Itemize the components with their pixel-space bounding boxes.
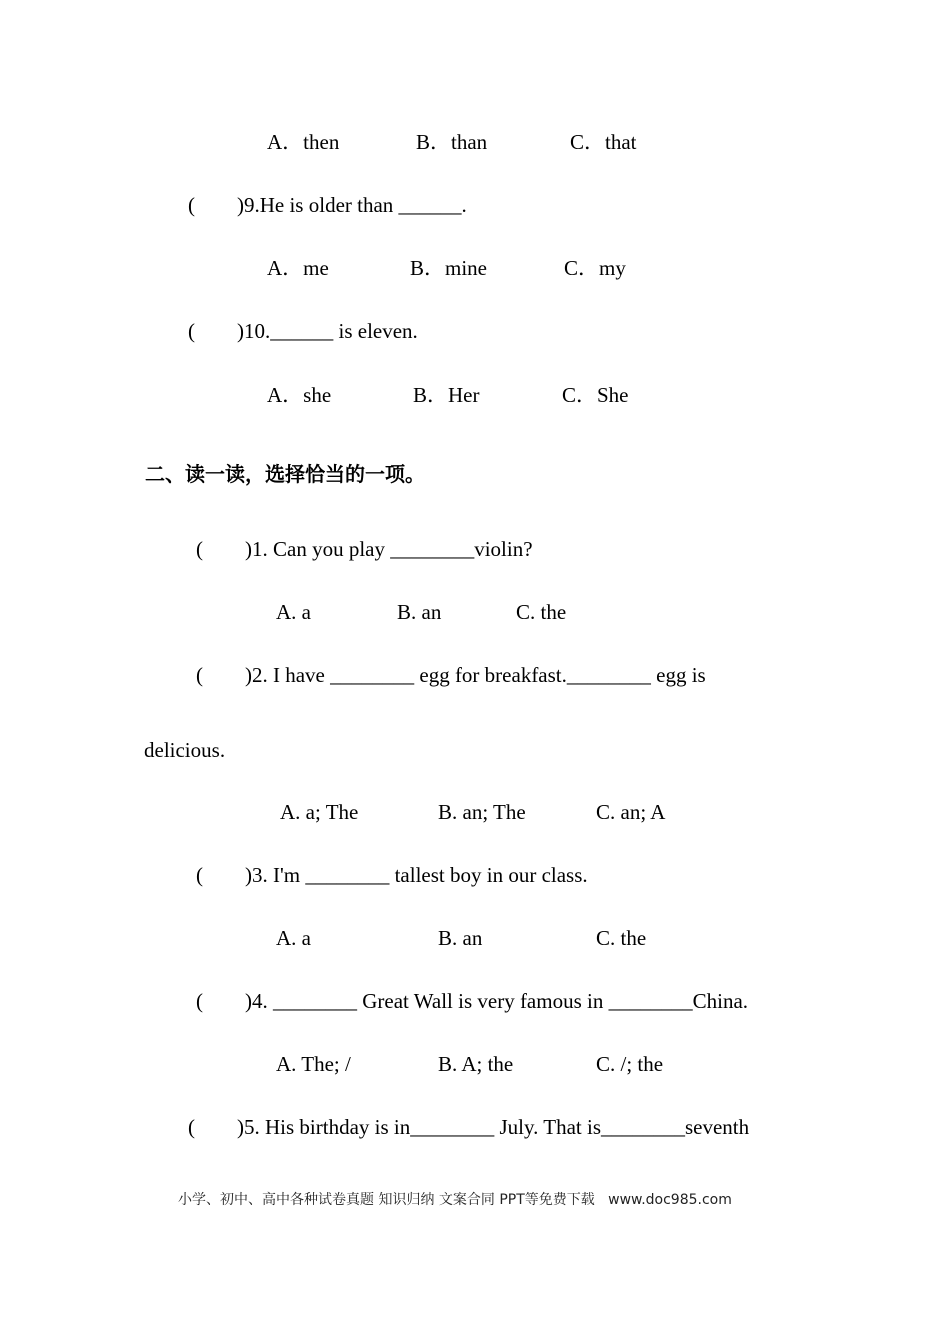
s2-question-3-text: ( )3. I'm ________ tallest boy in our class.	[196, 863, 588, 887]
q10-option-a: A．she	[267, 383, 332, 407]
s2-question-1-text: ( )1. Can you play ________violin?	[196, 537, 533, 561]
s2-q2-option-a: A. a; The	[280, 800, 359, 824]
s2-question-2-continuation: delicious.	[144, 738, 226, 762]
s2-question-4-text: ( )4. ________ Great Wall is very famous in ________China.	[196, 989, 749, 1013]
q9-option-b: B．mine	[410, 256, 487, 280]
q8-option-a: A．then	[267, 130, 340, 154]
s2-question-5-text: ( )5. His birthday is in________ July. That is________seventh	[188, 1115, 750, 1139]
s2-q1-option-b: B. an	[397, 600, 442, 624]
page-footer: 小学、初中、高中各种试卷真题 知识归纳 文案合同 PPT等免费下载 www.doc985.com	[178, 1192, 732, 1208]
q9-option-a: A．me	[267, 256, 329, 280]
s2-q4-option-a: A. The; /	[276, 1052, 351, 1076]
s2-q1-option-c: C. the	[516, 600, 567, 624]
question-9-text: ( )9.He is older than ______.	[188, 193, 467, 217]
section-2-heading: 二、读一读，选择恰当的一项。	[145, 462, 425, 486]
s2-q4-option-b: B. A; the	[438, 1052, 514, 1076]
q10-option-b: B．Her	[413, 383, 480, 407]
s2-question-2-text: ( )2. I have ________ egg for breakfast.________ egg is	[196, 663, 706, 687]
q10-option-c: C．She	[562, 383, 629, 407]
s2-q2-option-c: C. an; A	[596, 800, 666, 824]
question-10-text: ( )10.______ is eleven.	[188, 319, 418, 343]
s2-q2-option-b: B. an; The	[438, 800, 526, 824]
s2-q4-option-c: C. /; the	[596, 1052, 664, 1076]
q9-option-c: C．my	[564, 256, 626, 280]
q8-option-c: C．that	[570, 130, 637, 154]
q8-option-b: B．than	[416, 130, 488, 154]
s2-q3-option-b: B. an	[438, 926, 483, 950]
s2-q1-option-a: A. a	[276, 600, 311, 624]
s2-q3-option-a: A. a	[276, 926, 311, 950]
s2-q3-option-c: C. the	[596, 926, 647, 950]
